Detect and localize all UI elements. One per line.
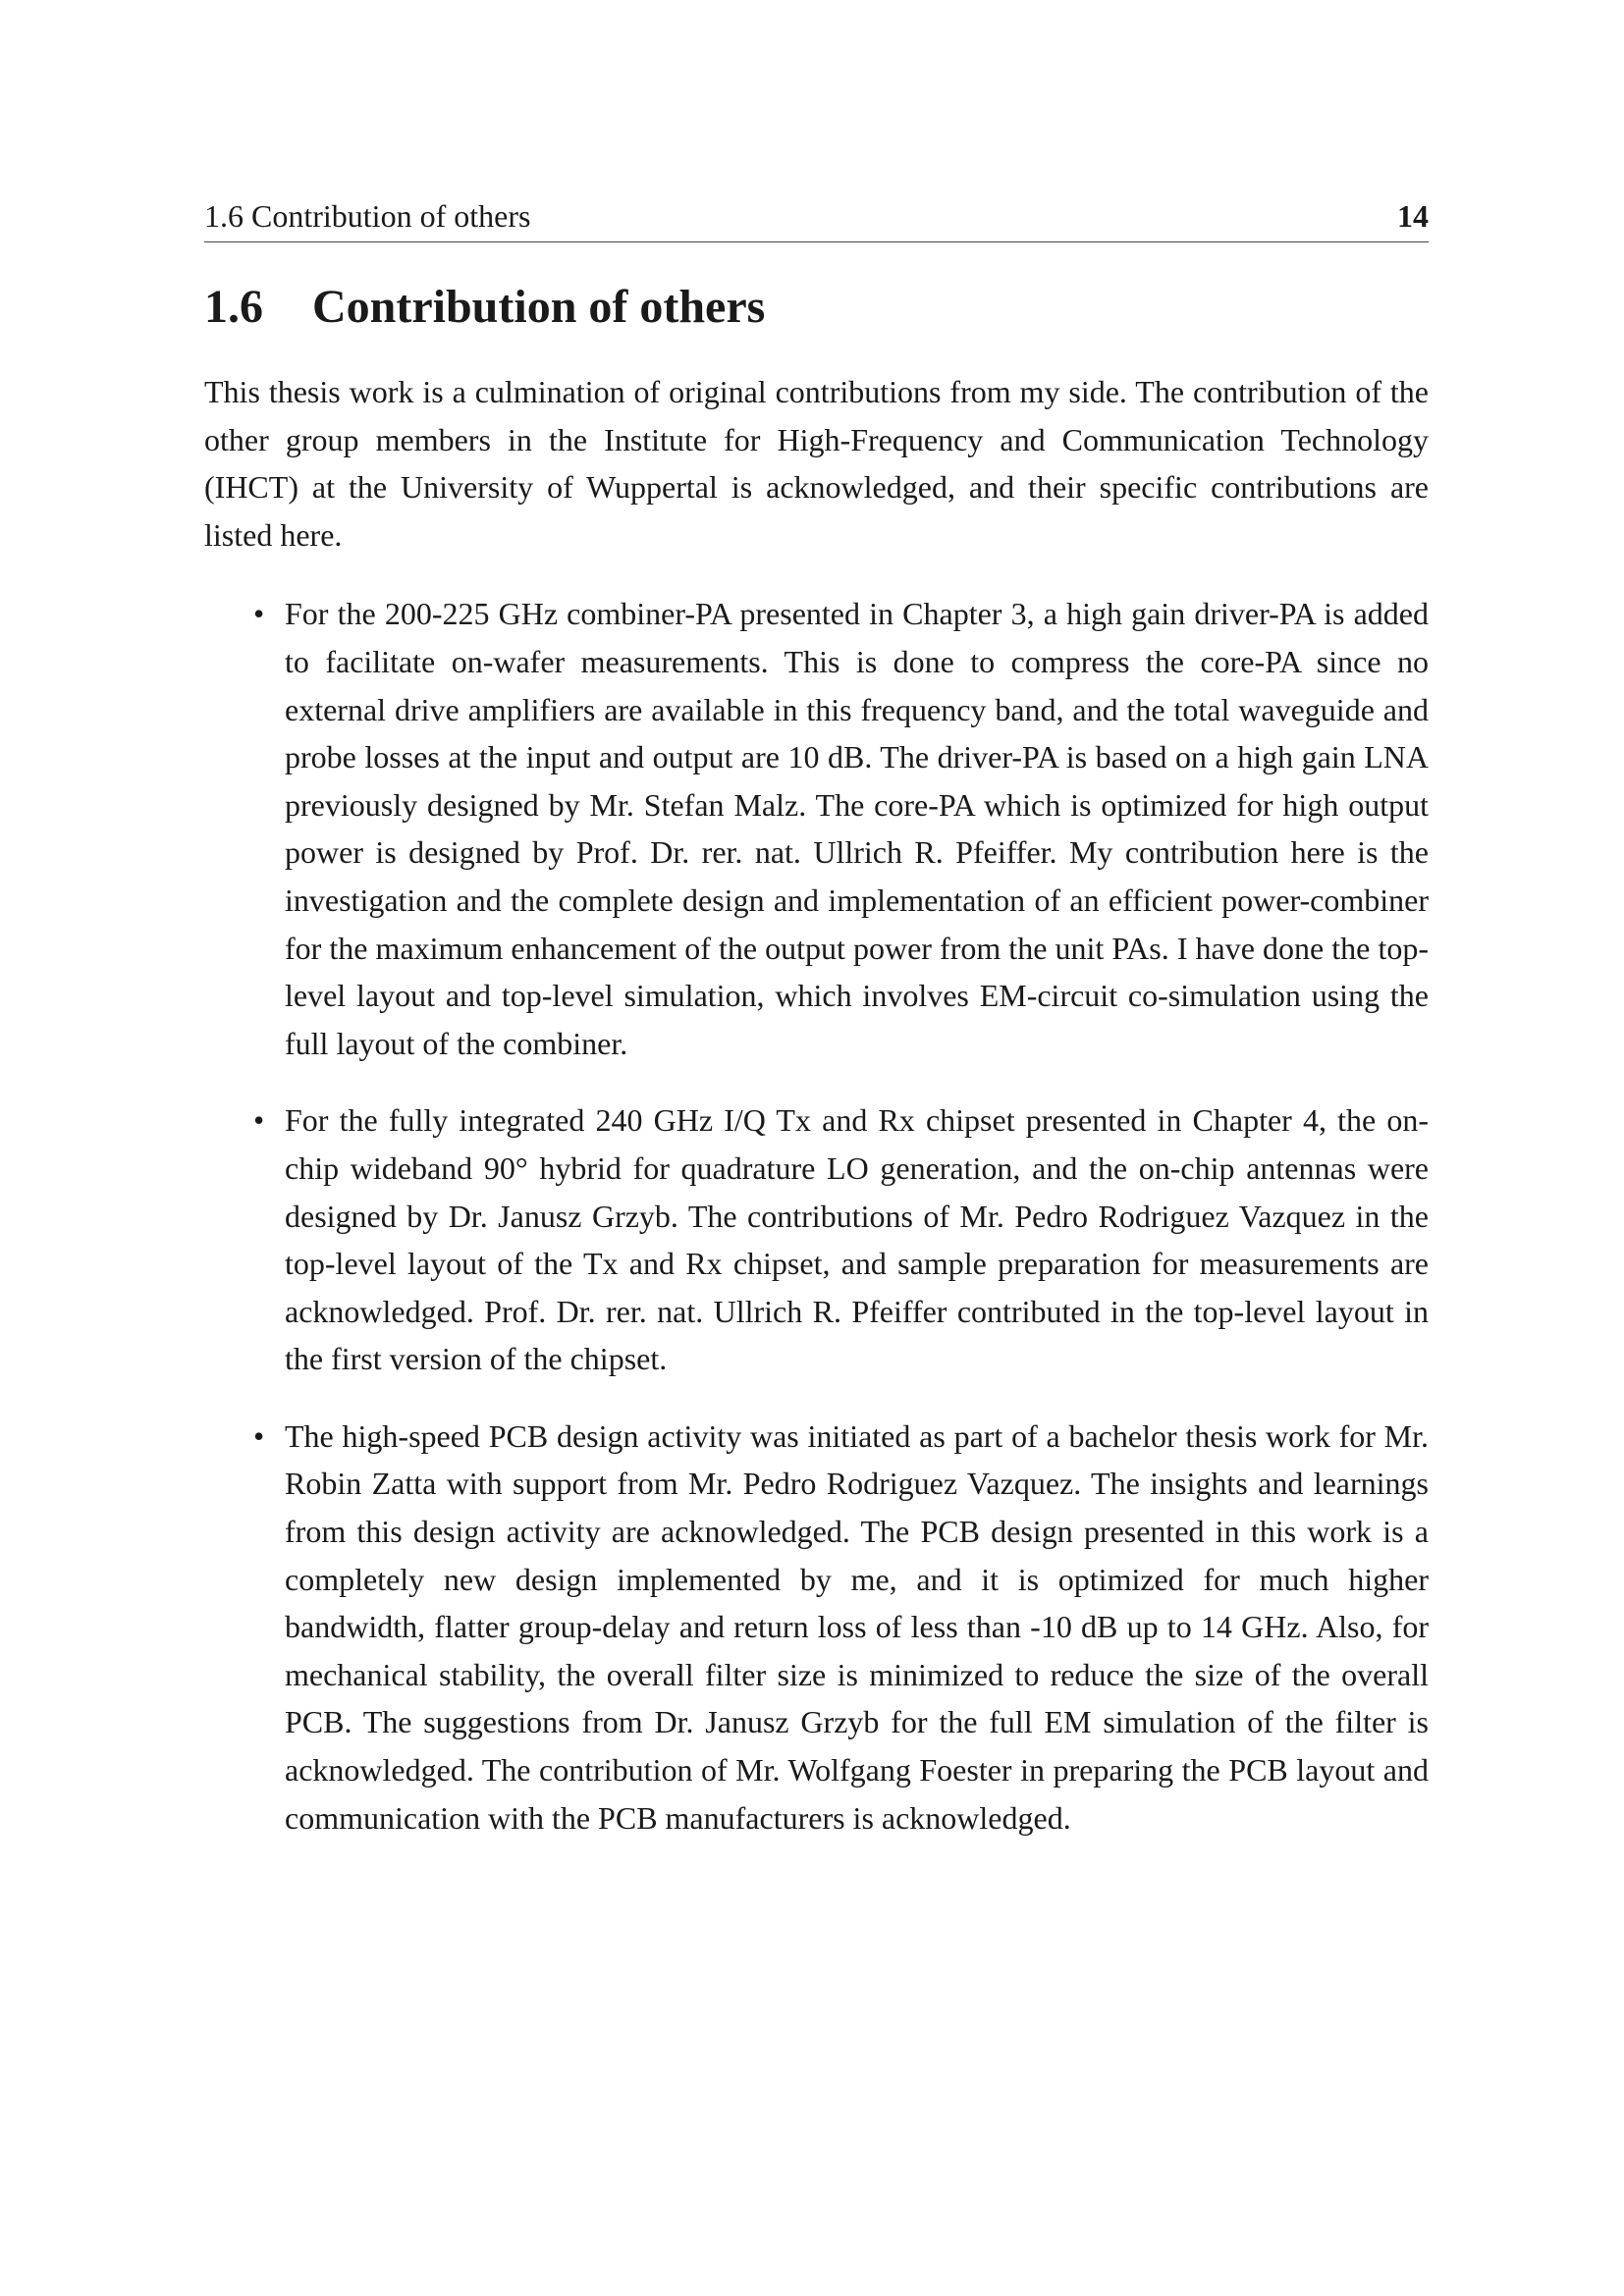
list-item	[204, 1413, 1429, 1842]
section-number: 1.6	[204, 281, 263, 333]
running-header	[204, 196, 1429, 242]
contribution-list	[204, 590, 1429, 1842]
list-item-text: For the 200-225 GHz combiner-PA presented in Chapter 3, a high gain driver-PA is added to facilitate on-wafer measurements. This is done to compress the core-PA since no external drive amplifiers are available in this frequency band, and the total waveguide and probe losses at the input and output are 10 dB. The driver-PA is based on a high gain LNA previously designed by Mr. Stefan Malz. The core-PA which is optimized for high output power is designed by Prof. Dr. rer. nat. Ullrich R. Pfeiffer. My contribution here is the investigation and the complete design and implementation of an efficient power-combiner for the maximum enhancement of the output power from the unit PAs. I have done the top-level layout and top-level simulation, which involves EM-circuit co-simulation using the full layout of the combiner.	[285, 596, 1429, 1061]
list-item	[204, 1096, 1429, 1383]
section-heading	[204, 278, 1429, 337]
intro-paragraph: This thesis work is a culmination of original contributions from my side. The contribution of the other group members in the Institute for High-Frequency and Communication Technology (IHCT) at the University of Wuppertal is acknowledged, and their specific contributions are listed here.	[204, 374, 1429, 553]
page-number: 14	[1397, 198, 1429, 234]
list-item-text: The high-speed PCB design activity was initiated as part of a bachelor thesis work for Mr. Robin Zatta with support from Mr. Pedro Rodriguez Vazquez. The insights and learnings from this design activity are acknowledged. The PCB design presented in this work is a completely new design implemented by me, and it is optimized for much higher bandwidth, flatter group-delay and return loss of less than -10 dB up to 14 GHz. Also, for mechanical stability, the overall filter size is minimized to reduce the size of the overall PCB. The suggestions from Dr. Janusz Grzyb for the full EM simulation of the filter is acknowledged. The contribution of Mr. Wolfgang Foester in preparing the PCB layout and communication with the PCB manufacturers is acknowledged.	[285, 1417, 1429, 1836]
bullet-icon: •	[253, 1102, 265, 1139]
bullet-icon: •	[253, 596, 265, 632]
document-page	[204, 196, 1429, 1871]
running-title: 1.6 Contribution of others	[204, 198, 531, 234]
section-title: Contribution of others	[312, 281, 766, 333]
bullet-icon: •	[253, 1417, 265, 1454]
list-item	[204, 590, 1429, 1067]
list-item-text: For the fully integrated 240 GHz I/Q Tx and Rx chipset presented in Chapter 4, the on-chip wideband 90° hybrid for quadrature LO generation, and the on-chip antennas were designed by Dr. Janusz Grzyb. The contributions of Mr. Pedro Rodriguez Vazquez in the top-level layout of the Tx and Rx chipset, and sample preparation for measurements are acknowledged. Prof. Dr. rer. nat. Ullrich R. Pfeiffer contributed in the top-level layout in the first version of the chipset.	[285, 1102, 1429, 1377]
